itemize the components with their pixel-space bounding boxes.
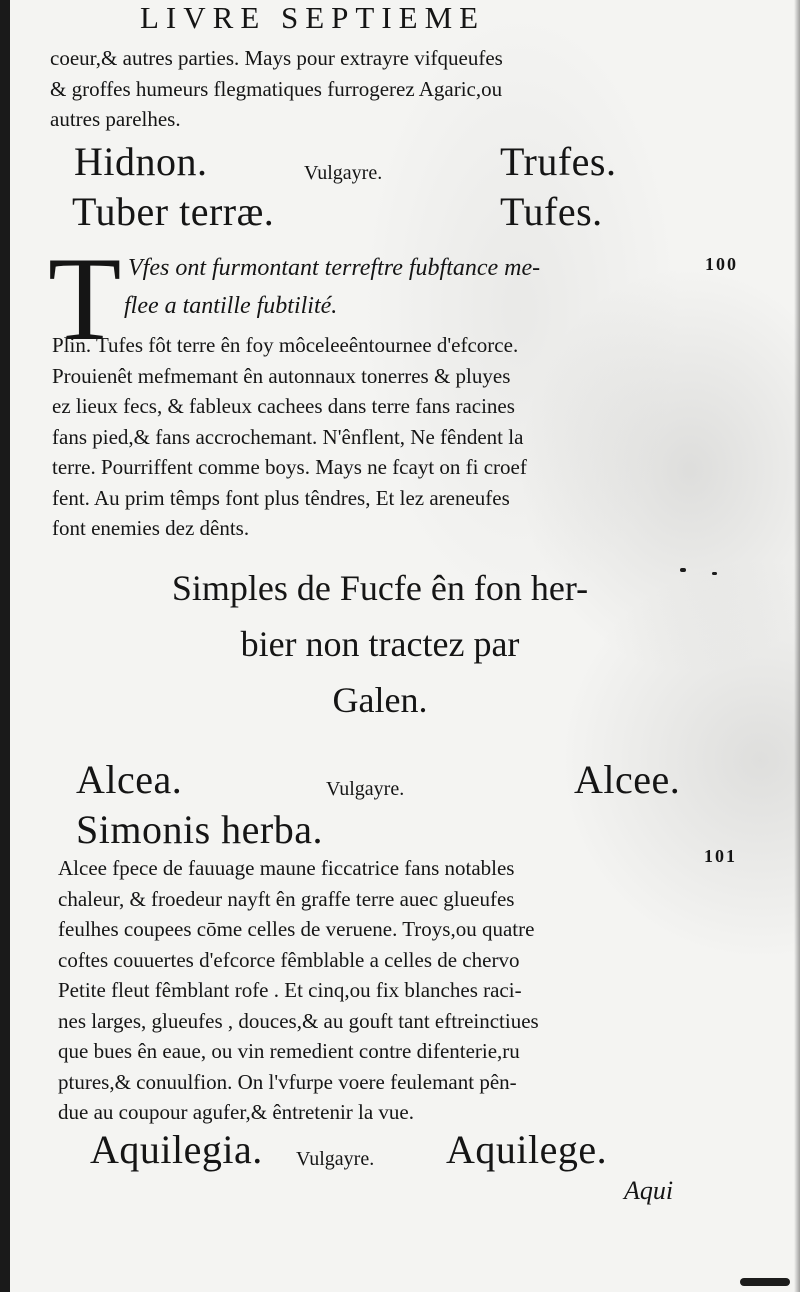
margin-page-number: 100 xyxy=(705,254,738,274)
text-line: autres parelhes. xyxy=(50,107,181,131)
text-line: Alcee fpece de fauuage maune ficcatrice fans notables xyxy=(58,856,515,880)
text-line: coftes couuertes d'efcorce fêmblable a celles de chervo xyxy=(58,947,520,972)
text-line: chaleur, & froedeur nayft ên graffe terre auec glueufes xyxy=(58,886,515,911)
section-title-line: bier non tractez par xyxy=(240,624,520,664)
text-line: Plin. Tufes fôt terre ên foy môceleeêntournee d'efcorce. xyxy=(52,333,519,357)
ink-speck xyxy=(680,568,686,572)
lead-line: Vfes ont furmontant terreftre fubftance me- xyxy=(128,255,541,281)
entry-title-vernacular: Alcee. xyxy=(574,757,681,802)
entry-title-latin: Tuber terræ. xyxy=(72,189,275,234)
text-line: fent. Au prim têmps font plus têndres, Et lez areneufes xyxy=(52,485,510,510)
entry-title-latin: Alcea. xyxy=(76,757,183,802)
text-line: nes larges, glueufes , douces,& au gouft tant eftreinctiues xyxy=(58,1008,539,1033)
entry-title-vernacular: Aquilege. xyxy=(446,1127,608,1172)
section-title xyxy=(0,560,760,728)
margin-page-number: 101 xyxy=(704,846,737,866)
text-line: due au coupour agufer,& êntretenir la vue. xyxy=(58,1100,415,1124)
text-line: Petite fleut fêmblant rofe . Et cinq,ou fix blanches raci- xyxy=(58,978,522,1002)
ink-speck xyxy=(712,572,717,575)
text-line: que bues ên eaue, ou vin remedient contre difenterie,ru xyxy=(58,1039,520,1063)
entry-paragraph xyxy=(52,330,527,544)
text-line: fans pied,& fans accrochemant. N'ênflent, Ne fêndent la xyxy=(52,424,524,449)
entry-title-latin: Simonis herba. xyxy=(76,807,323,852)
page-edge-shadow-right xyxy=(794,0,800,1292)
entry-title-latin: Hidnon. xyxy=(74,139,208,184)
text-line: terre. Pourriffent comme boys. Mays ne fcayt on fi croef xyxy=(52,455,527,479)
intro-paragraph xyxy=(50,43,503,135)
vulgaire-label: Vulgayre. xyxy=(296,1148,375,1170)
lead-line: flee a tantille fubtilité. xyxy=(124,293,338,319)
entry-title-vernacular: Trufes. xyxy=(500,139,617,184)
ink-speck xyxy=(740,1278,790,1286)
entry-title-vernacular: Tufes. xyxy=(500,189,603,234)
text-line: & groffes humeurs flegmatiques furrogerez Agaric,ou xyxy=(50,76,503,101)
section-title-line: Simples de Fucfe ên fon her- xyxy=(171,568,589,608)
vulgaire-label: Vulgayre. xyxy=(304,162,383,184)
text-line: Prouienêt mefmemant ên autonnaux tonerres & pluyes xyxy=(52,363,511,388)
text-line: coeur,& autres parties. Mays pour extrayre vifqueufes xyxy=(50,46,503,70)
text-line: font enemies dez dênts. xyxy=(52,516,250,540)
entry-title-latin: Aquilegia. xyxy=(90,1127,263,1172)
catchword: Aqui xyxy=(624,1176,674,1205)
running-header: LIVRE SEPTIEME xyxy=(140,0,486,35)
section-title-line: Galen. xyxy=(332,680,428,720)
text-line: feulhes coupees cōme celles de veruene. Troys,ou quatre xyxy=(58,917,535,941)
vulgaire-label: Vulgayre. xyxy=(326,778,405,800)
text-line: ptures,& conuulfion. On l'vfurpe voere feulemant pên- xyxy=(58,1069,517,1094)
text-line: ez lieux fecs, & fableux cachees dans terre fans racines xyxy=(52,394,515,418)
drop-capital: T xyxy=(48,232,122,365)
entry-paragraph xyxy=(58,853,539,1128)
